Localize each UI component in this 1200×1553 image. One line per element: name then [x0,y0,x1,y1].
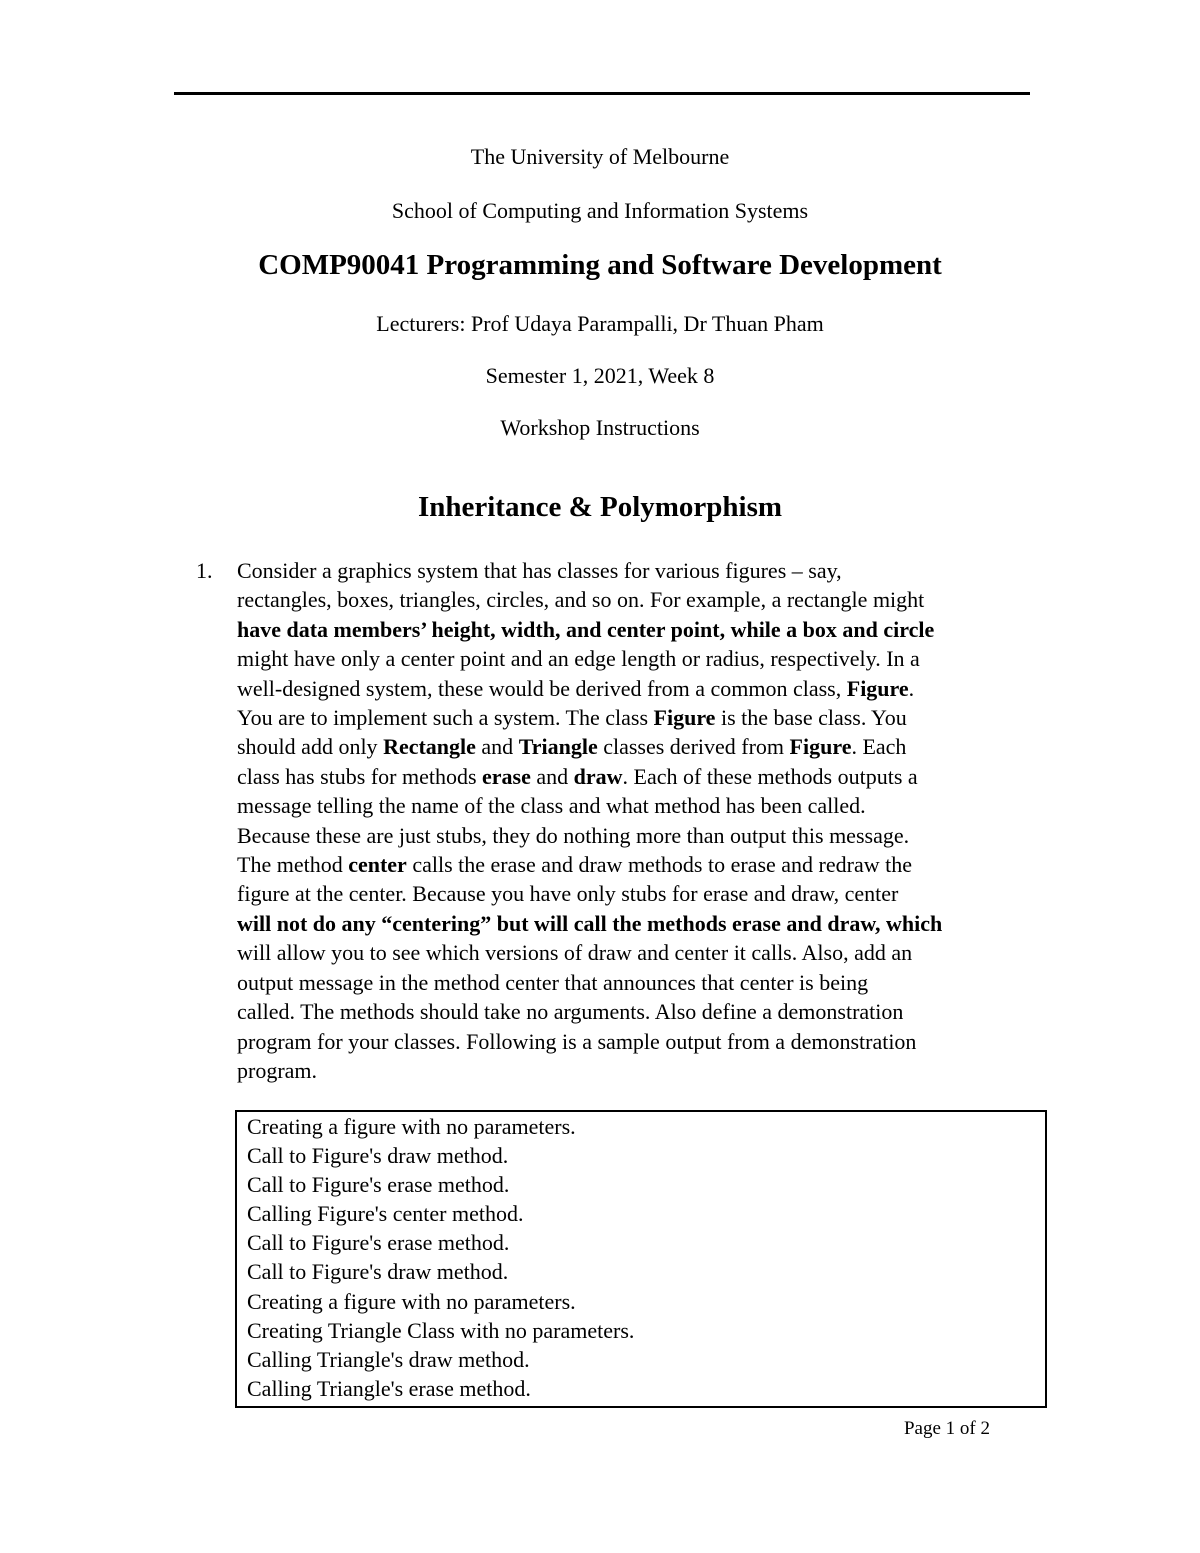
question-line [237,968,1045,997]
bold-text: will not do any “centering” but will call the methods erase and draw, which [237,910,943,936]
output-line: Calling Triangle's draw method. [247,1346,530,1372]
text-run: classes derived from [597,734,790,760]
university-name: The University of Melbourne [470,144,730,169]
question-line [237,909,1045,938]
text-run: message telling the name of the class and what method has been called. [237,793,866,819]
question-line [237,879,1045,908]
text-run: figure at the center. Because you have only stubs for erase and draw, center [237,881,899,907]
bold-text: Figure [789,734,852,760]
text-run: Consider a graphics system that has classes for various figures – say, [237,558,842,583]
lecturers-line: Lecturers: Prof Udaya Parampalli, Dr Thuan Pham [376,311,824,336]
question-line [237,821,1045,850]
text-run: Because these are just stubs, they do nothing more than output this message. [237,822,910,848]
question-line [237,791,1045,820]
sample-output-box [235,1110,1047,1408]
text-run: You are to implement such a system. The class [237,705,654,731]
text-run: and [530,763,574,789]
bold-text: draw [573,763,623,789]
question-line [237,997,1045,1026]
output-line: Call to Figure's erase method. [247,1172,510,1198]
bold-text: Triangle [518,734,598,760]
question-line [237,703,1045,732]
question-line [237,556,1045,585]
text-run: is the base class. You [715,705,907,731]
text-run: program for your classes. Following is a sample output from a demonstration [237,1028,917,1054]
section-title: Inheritance & Polymorphism [417,491,783,523]
page-number: Page 1 of 2 [903,1418,990,1439]
question-line [237,1056,1045,1085]
bold-text: have data members’ height, width, and center point, while a box and circle [237,616,935,642]
bold-text: erase [482,763,531,789]
bold-text: Figure [846,675,909,701]
text-run: . Each [851,734,907,760]
question-line [237,644,1045,673]
output-line: Creating Triangle Class with no parameters. [247,1317,635,1343]
text-run: should add only [237,734,384,760]
question-number: 1. [196,558,213,583]
bold-text: Rectangle [383,734,476,760]
text-run: The method [237,852,349,878]
output-line: Call to Figure's erase method. [247,1230,510,1256]
semester-line: Semester 1, 2021, Week 8 [485,363,715,388]
question-line [237,938,1045,967]
text-run: called. The methods should take no arguments. Also define a demonstration [237,999,904,1025]
question-line [237,1027,1045,1056]
text-run: might have only a center point and an edge length or radius, respectively. In a [237,646,920,672]
bold-text: Figure [653,705,716,731]
text-run: program. [237,1057,318,1083]
output-line: Creating a figure with no parameters. [247,1288,576,1314]
question-line [237,615,1045,644]
document-type: Workshop Instructions [500,415,700,440]
question-text [237,556,1045,1085]
text-run: well-designed system, these would be derived from a common class, [237,675,847,701]
question-line [237,850,1045,879]
text-run: will allow you to see which versions of draw and center it calls. Also, add an [237,940,913,966]
text-run: and [475,734,519,760]
question-line [237,674,1045,703]
output-line: Calling Figure's center method. [247,1201,524,1227]
text-run: calls the erase and draw methods to erase and redraw the [406,852,913,878]
text-run: rectangles, boxes, triangles, circles, and so on. For example, a rectangle might [237,587,925,613]
text-run: class has stubs for methods [237,763,483,789]
text-run: output message in the method center that announces that center is being [237,969,869,995]
output-line: Call to Figure's draw method. [247,1259,509,1285]
question-line [237,585,1045,614]
text-run: . [908,675,915,701]
question-line [237,732,1045,761]
question-line [237,762,1045,791]
output-line: Call to Figure's draw method. [247,1143,509,1169]
output-line: Calling Triangle's erase method. [247,1375,531,1401]
school-name: School of Computing and Information Systems [391,198,809,223]
header-rule [174,92,1030,95]
text-run: . Each of these methods outputs a [622,763,918,789]
output-line: Creating a figure with no parameters. [247,1114,576,1139]
bold-text: center [348,852,407,878]
course-title: COMP90041 Programming and Software Development [258,249,942,281]
